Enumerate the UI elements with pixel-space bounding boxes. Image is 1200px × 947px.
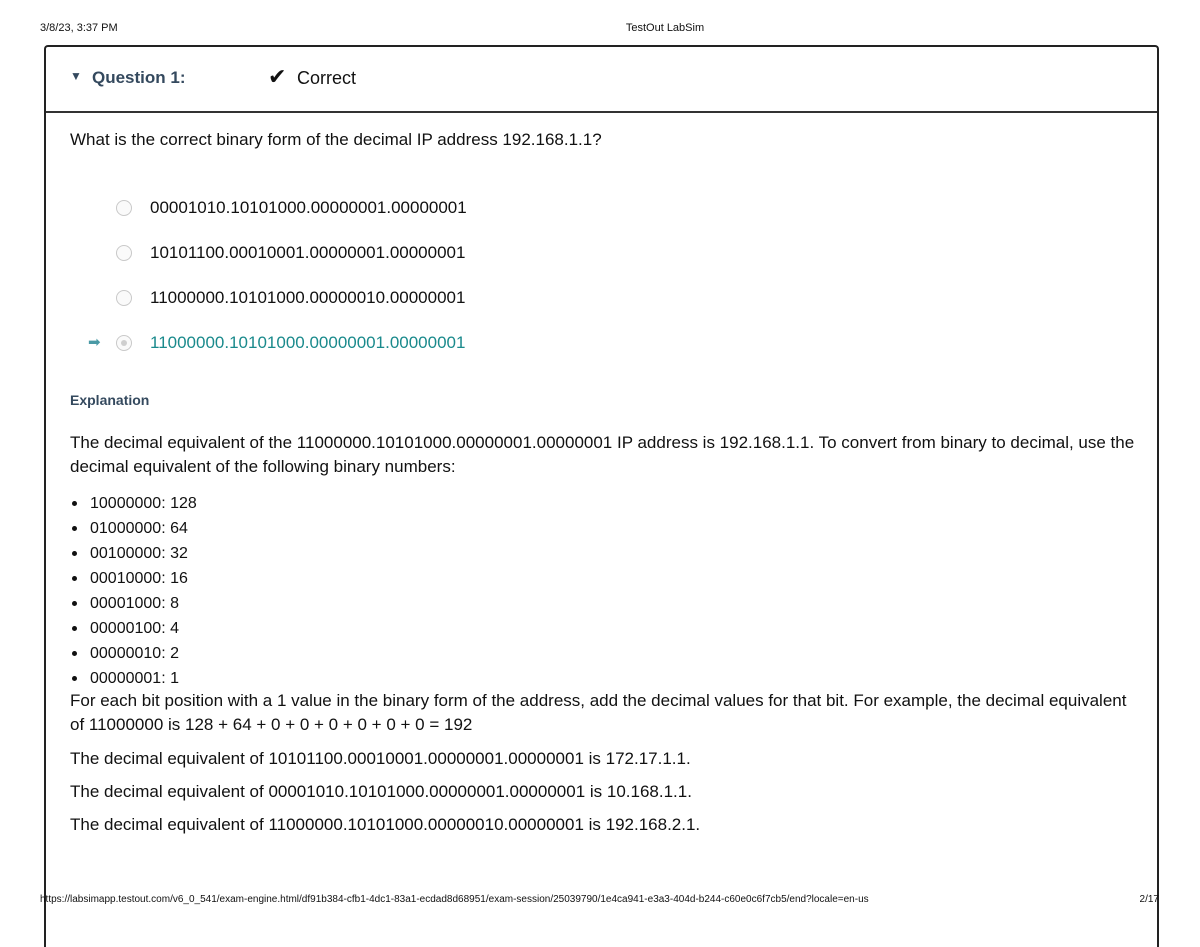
answer-option[interactable] bbox=[84, 287, 784, 311]
answer-option-label: 10101100.00010001.00000001.00000001 bbox=[150, 243, 466, 262]
answer-option-correct[interactable] bbox=[84, 332, 784, 356]
explanation-heading: Explanation bbox=[70, 392, 150, 408]
answer-option-label: 11000000.10101000.00000010.00000001 bbox=[150, 288, 466, 307]
list-item: 00000100: 4 bbox=[70, 616, 197, 641]
explanation-method: For each bit position with a 1 value in the binary form of the address, add the decimal values for that bit. For example, the decimal equivalent of 11000000 is 128 + 64 + 0 + 0 + 0 + 0 + 0 + 0 = 192 bbox=[70, 691, 1127, 734]
question-status: Correct bbox=[297, 68, 357, 88]
question-card bbox=[44, 45, 1159, 947]
answer-option[interactable] bbox=[84, 242, 784, 266]
answer-option[interactable] bbox=[84, 197, 784, 221]
question-text: What is the correct binary form of the decimal IP address 192.168.1.1? bbox=[70, 130, 602, 149]
list-item: 00010000: 16 bbox=[70, 566, 197, 591]
list-item: 10000000: 128 bbox=[70, 491, 197, 516]
list-item: 00000001: 1 bbox=[70, 666, 197, 691]
radio-button[interactable] bbox=[116, 200, 132, 216]
explanation-other-answer: The decimal equivalent of 10101100.00010001.00000001.00000001 is 172.17.1.1. bbox=[70, 749, 691, 768]
list-item: 00000010: 2 bbox=[70, 641, 197, 666]
print-page-title: TestOut LabSim bbox=[625, 22, 705, 34]
print-url: https://labsimapp.testout.com/v6_0_541/exam-engine.html/df91b384-cfb1-4dc1-83a1-ecdad8d68951/exam-session/25039790/1e4ca941-e3a3-404d-b244-c60e0c6f7cb5/end?locale=en-us bbox=[40, 894, 869, 905]
radio-button[interactable] bbox=[116, 245, 132, 261]
explanation-other-answer: The decimal equivalent of 00001010.10101000.00000001.00000001 is 10.168.1.1. bbox=[70, 782, 692, 801]
answer-option-label: 00001010.10101000.00000001.00000001 bbox=[150, 198, 467, 217]
print-footer bbox=[0, 894, 1200, 908]
page-number: 2/17 bbox=[1139, 894, 1159, 905]
list-item: 00100000: 32 bbox=[70, 541, 197, 566]
caret-down-icon[interactable]: ▼ bbox=[70, 69, 82, 83]
explanation-intro: The decimal equivalent of the 11000000.10101000.00000001.00000001 IP address is 192.168.1.1. To convert from binary to decimal, use the decimal equivalent of the following binary numbers: bbox=[70, 433, 1135, 476]
arrow-right-icon: ➡ bbox=[88, 334, 101, 351]
radio-button[interactable] bbox=[116, 290, 132, 306]
radio-button-selected[interactable] bbox=[116, 335, 132, 351]
question-title: Question 1: bbox=[92, 68, 186, 87]
check-icon: ✔ bbox=[268, 64, 287, 89]
bit-value-list bbox=[70, 491, 197, 691]
print-header bbox=[0, 22, 1200, 38]
question-header[interactable] bbox=[46, 47, 1157, 113]
answer-option-label: 11000000.10101000.00000001.00000001 bbox=[150, 333, 466, 352]
list-item: 00001000: 8 bbox=[70, 591, 197, 616]
print-datetime: 3/8/23, 3:37 PM bbox=[40, 22, 118, 34]
list-item: 01000000: 64 bbox=[70, 516, 197, 541]
explanation-other-answer: The decimal equivalent of 11000000.10101000.00000010.00000001 is 192.168.2.1. bbox=[70, 815, 701, 834]
